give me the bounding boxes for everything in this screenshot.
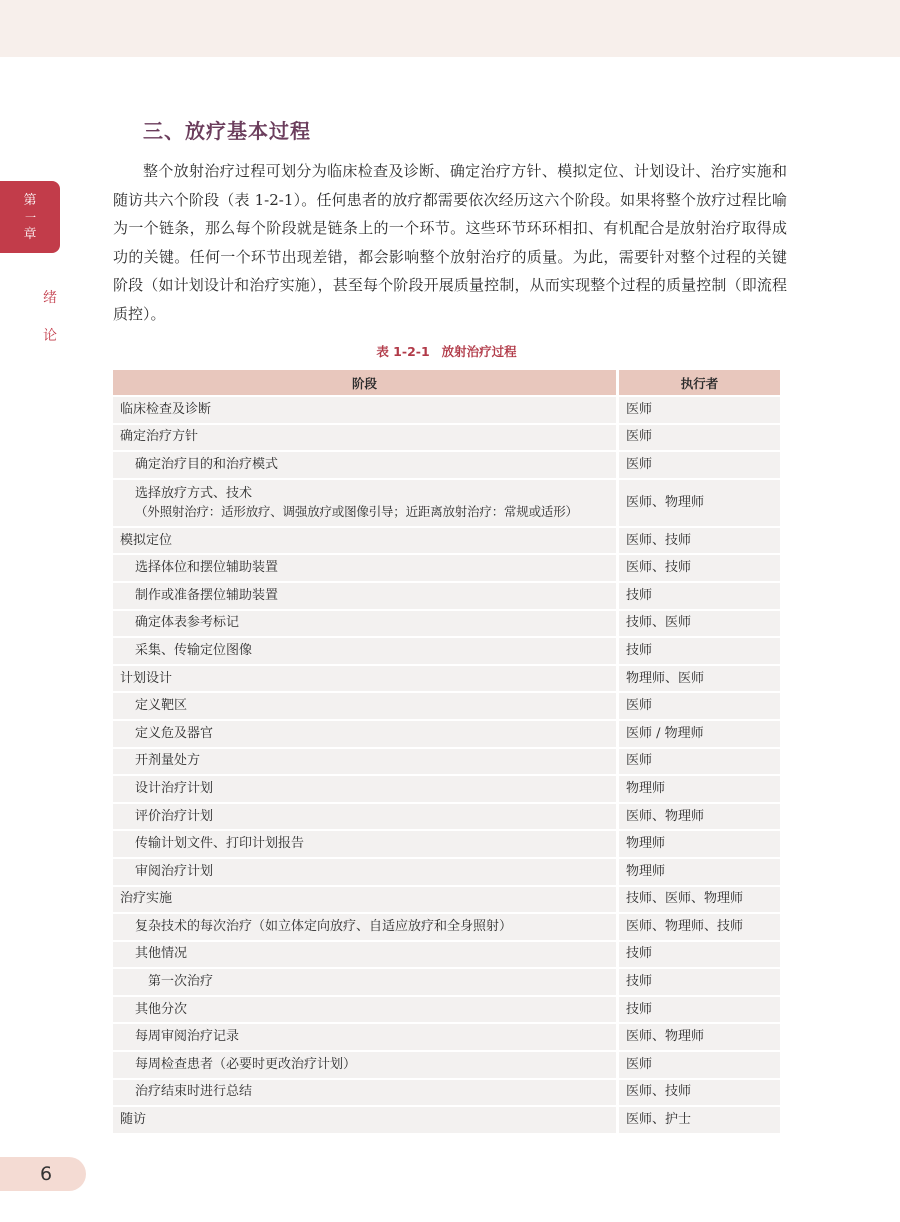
stage-cell: 计划设计 [113, 666, 619, 692]
table-row [113, 555, 780, 581]
executor-cell: 技师 [619, 583, 780, 609]
table-row [113, 721, 780, 747]
stage-cell: 其他情况 [113, 942, 619, 968]
stage-cell [113, 480, 619, 526]
executor-cell: 医师 [619, 693, 780, 719]
stage-cell: 确定治疗方针 [113, 425, 619, 451]
executor-cell: 物理师 [619, 831, 780, 857]
executor-cell: 医师、物理师、技师 [619, 914, 780, 940]
top-band [0, 0, 900, 57]
body-paragraph: 整个放射治疗过程可划分为临床检查及诊断、确定治疗方针、模拟定位、计划设计、治疗实施和随访共六个阶段（表 1-2-1）。任何患者的放疗都需要依次经历这六个阶段。如果将整个放疗过程比喻为一个链条，那么每个阶段就是链条上的一个环节。这些环节环环相扣、有机配合是放射治疗取得成功的关键。任何一个环节出现差错，都会影响整个放射治疗的质量。为此，需要针对整个过程的关键阶段（如计划设计和治疗实施），甚至每个阶段开展质量控制，从而实现整个过程的质量控制（即流程质控）。 [113, 162, 787, 323]
executor-cell: 技师 [619, 997, 780, 1023]
table-row [113, 1080, 780, 1106]
stage-cell: 其他分次 [113, 997, 619, 1023]
table-row [113, 480, 780, 526]
executor-cell: 物理师、医师 [619, 666, 780, 692]
executor-cell: 医师、物理师 [619, 480, 780, 526]
stage-main-text: 选择放疗方式、技术 [135, 485, 253, 501]
stage-cell: 模拟定位 [113, 528, 619, 554]
stage-cell: 审阅治疗计划 [113, 859, 619, 885]
chapter-tab-line1: 第 [23, 192, 37, 208]
executor-cell: 医师、技师 [619, 1080, 780, 1106]
table-caption-number: 表 1-2-1 [376, 344, 430, 359]
table-header-row [113, 370, 780, 395]
process-table [113, 368, 780, 1135]
table-row [113, 528, 780, 554]
stage-cell: 开剂量处方 [113, 749, 619, 775]
stage-cell: 采集、传输定位图像 [113, 638, 619, 664]
stage-cell: 定义危及器官 [113, 721, 619, 747]
table-row [113, 887, 780, 913]
executor-cell: 医师、物理师 [619, 1024, 780, 1050]
stage-cell: 复杂技术的每次治疗（如立体定向放疗、自适应放疗和全身照射） [113, 914, 619, 940]
executor-cell: 医师、技师 [619, 555, 780, 581]
table-row [113, 831, 780, 857]
table-row [113, 425, 780, 451]
table-row [113, 666, 780, 692]
table-row [113, 776, 780, 802]
table-row [113, 452, 780, 478]
chapter-tab-line3: 章 [23, 226, 37, 242]
executor-cell: 技师 [619, 638, 780, 664]
stage-cell: 临床检查及诊断 [113, 397, 619, 423]
stage-note-text: （外照射治疗：适形放疗、调强放疗或图像引导；近距离放射治疗：常规或适形） [135, 503, 578, 519]
executor-cell: 医师 / 物理师 [619, 721, 780, 747]
stage-cell: 确定体表参考标记 [113, 611, 619, 637]
executor-cell: 技师 [619, 969, 780, 995]
chapter-name [40, 279, 60, 355]
stage-cell: 确定治疗目的和治疗模式 [113, 452, 619, 478]
table-row [113, 583, 780, 609]
stage-cell: 每周审阅治疗记录 [113, 1024, 619, 1050]
table-row [113, 693, 780, 719]
chapter-name-char1: 绪 [43, 290, 57, 306]
stage-cell: 传输计划文件、打印计划报告 [113, 831, 619, 857]
table-row [113, 1052, 780, 1078]
executor-cell: 技师、医师、物理师 [619, 887, 780, 913]
stage-cell: 定义靶区 [113, 693, 619, 719]
executor-cell: 医师 [619, 397, 780, 423]
stage-cell: 设计治疗计划 [113, 776, 619, 802]
stage-cell: 治疗结束时进行总结 [113, 1080, 619, 1106]
executor-cell: 医师 [619, 1052, 780, 1078]
stage-cell: 随访 [113, 1107, 619, 1133]
table-row [113, 914, 780, 940]
executor-cell: 医师 [619, 452, 780, 478]
table-row [113, 859, 780, 885]
stage-cell: 选择体位和摆位辅助装置 [113, 555, 619, 581]
table-row [113, 397, 780, 423]
table-row [113, 1024, 780, 1050]
table-row [113, 997, 780, 1023]
header-executor: 执行者 [619, 370, 780, 395]
executor-cell: 物理师 [619, 859, 780, 885]
executor-cell: 医师、物理师 [619, 804, 780, 830]
stage-cell: 制作或准备摆位辅助装置 [113, 583, 619, 609]
executor-cell: 医师 [619, 749, 780, 775]
stage-cell: 第一次治疗 [113, 969, 619, 995]
table-caption [113, 342, 780, 360]
executor-cell: 医师、护士 [619, 1107, 780, 1133]
header-stage: 阶段 [113, 370, 619, 395]
chapter-tab-line2: 一 [25, 210, 35, 224]
executor-cell: 技师 [619, 942, 780, 968]
table-row [113, 942, 780, 968]
table-row [113, 749, 780, 775]
chapter-tab [0, 181, 60, 253]
executor-cell: 物理师 [619, 776, 780, 802]
chapter-name-char2: 论 [43, 328, 57, 344]
executor-cell: 技师、医师 [619, 611, 780, 637]
stage-cell: 治疗实施 [113, 887, 619, 913]
executor-cell: 医师、技师 [619, 528, 780, 554]
table-row [113, 1107, 780, 1133]
stage-cell: 每周检查患者（必要时更改治疗计划） [113, 1052, 619, 1078]
page-number: 6 [0, 1157, 86, 1191]
executor-cell: 医师 [619, 425, 780, 451]
table-row [113, 638, 780, 664]
stage-cell: 评价治疗计划 [113, 804, 619, 830]
section-heading: 三、放疗基本过程 [143, 119, 311, 143]
table-row [113, 804, 780, 830]
table-row [113, 611, 780, 637]
table-caption-title: 放射治疗过程 [441, 344, 517, 359]
table-row [113, 969, 780, 995]
